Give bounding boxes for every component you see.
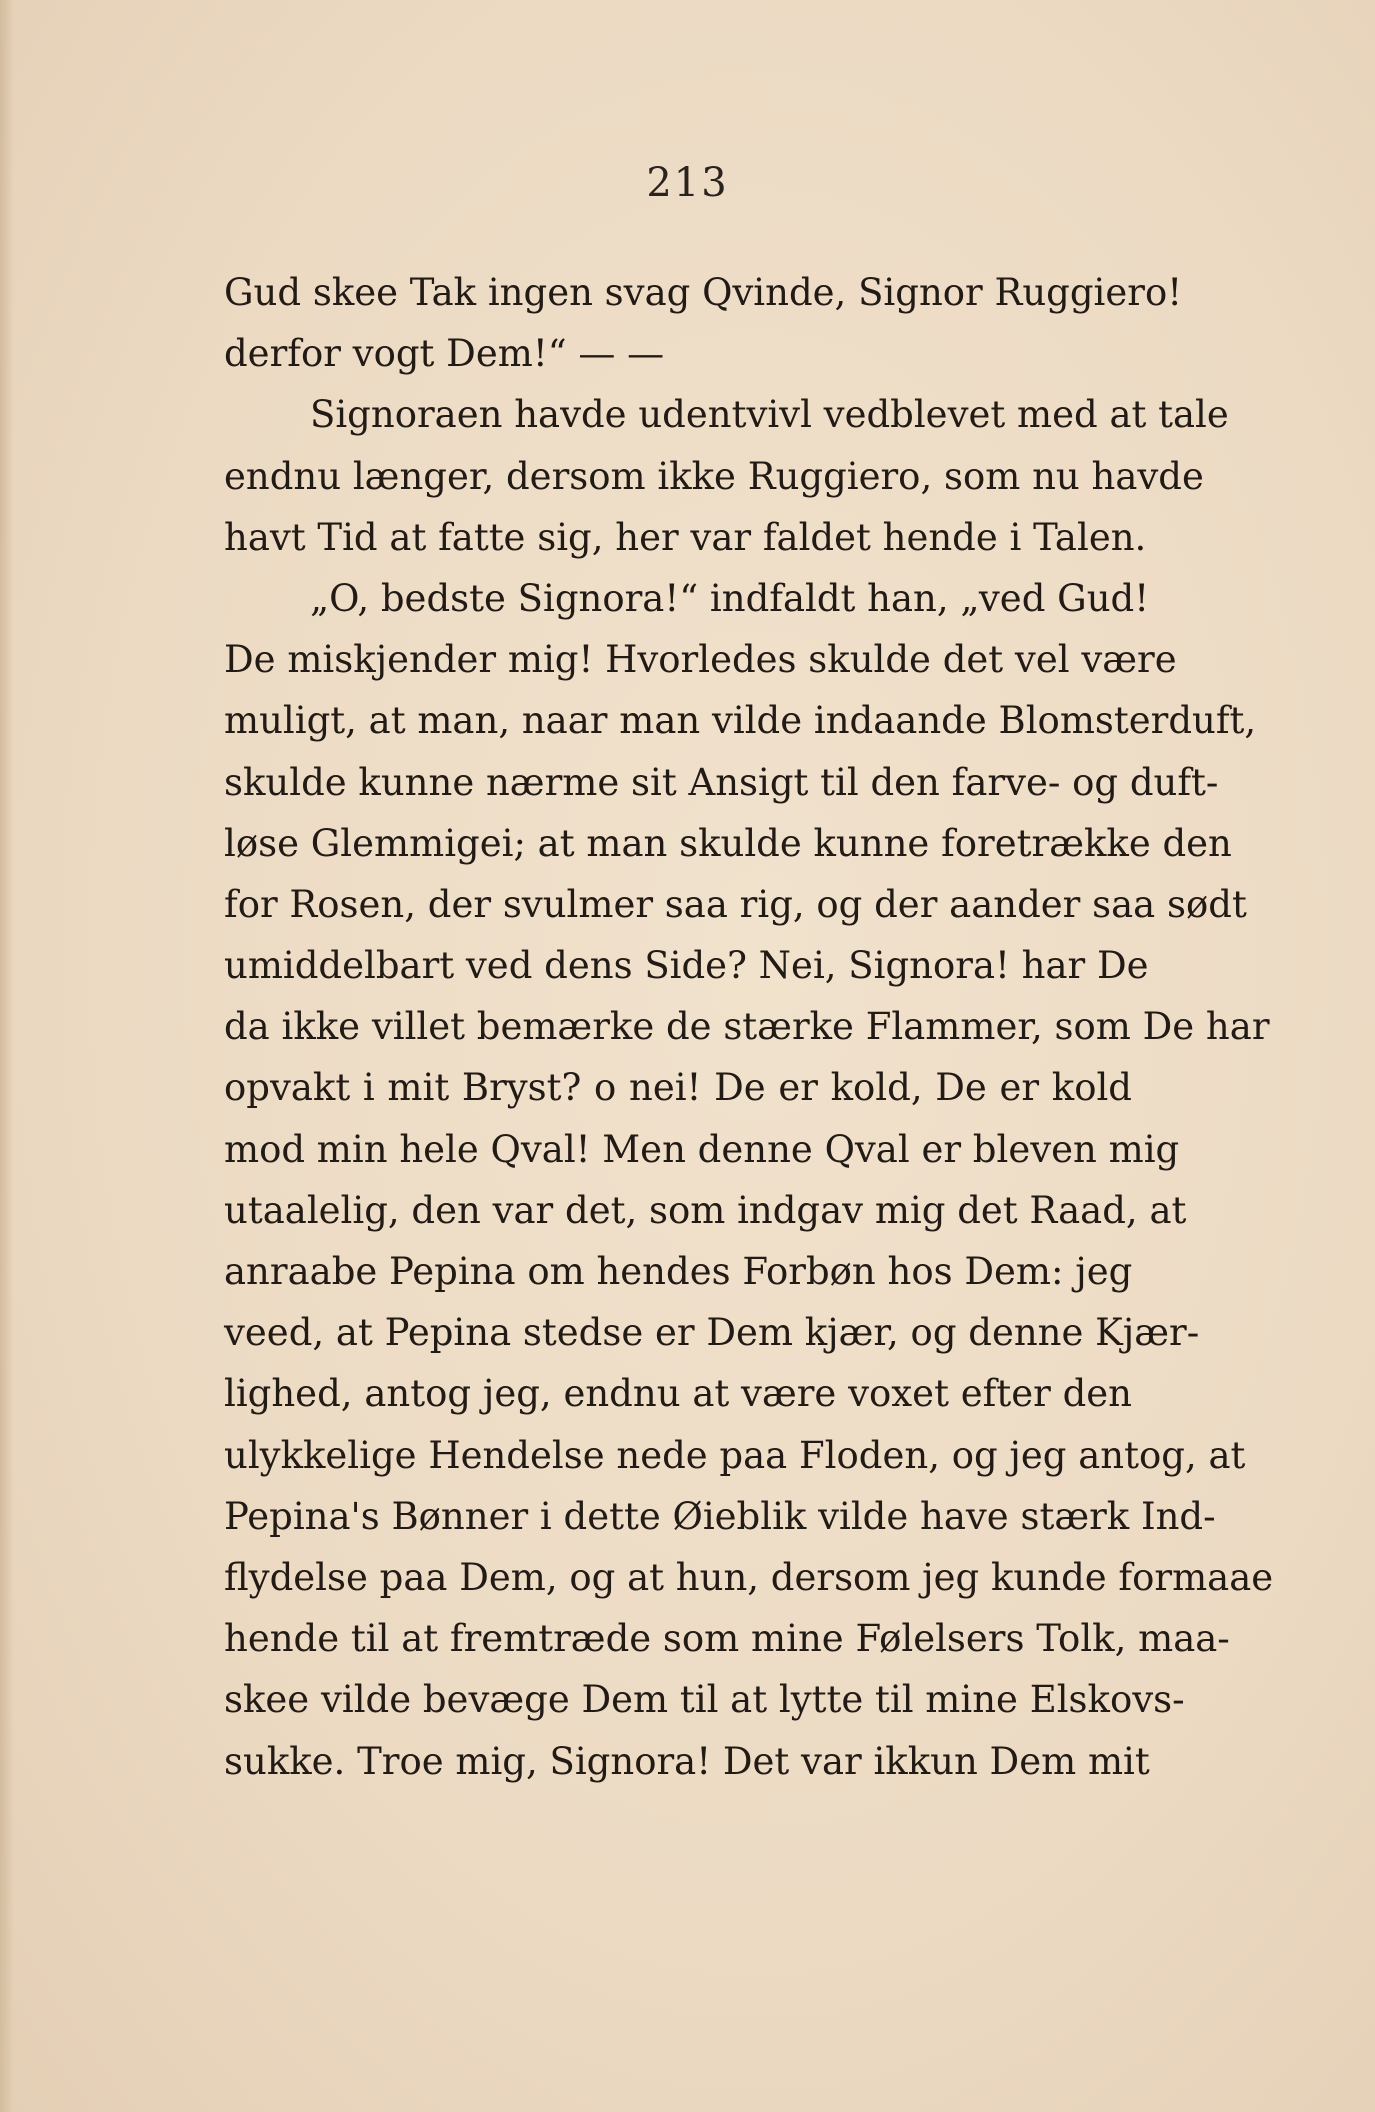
text-line: for Rosen, der svulmer saa rig, og der aander saa sødt bbox=[224, 882, 1247, 926]
text-line: veed, at Pepina stedse er Dem kjær, og denne Kjær- bbox=[224, 1311, 1200, 1355]
text-line: utaalelig, den var det, som indgav mig det Raad, at bbox=[224, 1188, 1187, 1232]
text-line: opvakt i mit Bryst? o nei! De er kold, De er kold bbox=[224, 1066, 1132, 1110]
text-line: skee vilde bevæge Dem til at lytte til mine Elskovs- bbox=[224, 1678, 1185, 1722]
paragraph-start-line: Signoraen havde udentvivl vedblevet med at tale bbox=[310, 393, 1229, 437]
text-line: løse Glemmigei; at man skulde kunne foretrække den bbox=[224, 821, 1232, 865]
text-line: havt Tid at fatte sig, her var faldet hende i Talen. bbox=[224, 515, 1147, 559]
text-line: endnu længer, dersom ikke Ruggiero, som nu havde bbox=[224, 454, 1204, 498]
text-line: Pepina's Bønner i dette Øieblik vilde have stærk Ind- bbox=[224, 1494, 1216, 1538]
text-line: hende til at fremtræde som mine Følelsers Tolk, maa- bbox=[224, 1617, 1230, 1661]
text-line: De miskjender mig! Hvorledes skulde det vel være bbox=[224, 638, 1177, 682]
body-text bbox=[224, 262, 1274, 1792]
page-spine-shadow bbox=[0, 0, 14, 2112]
text-line: Gud skee Tak ingen svag Qvinde, Signor Ruggiero! bbox=[224, 271, 1183, 314]
text-line: sukke. Troe mig, Signora! Det var ikkun Dem mit bbox=[224, 1739, 1150, 1783]
text-line: derfor vogt Dem!“ — — bbox=[224, 332, 665, 376]
text-line: da ikke villet bemærke de stærke Flammer, som De har bbox=[224, 1005, 1270, 1049]
text-line: lighed, antog jeg, endnu at være voxet efter den bbox=[224, 1372, 1132, 1416]
page-number: 213 bbox=[646, 160, 729, 206]
text-line: skulde kunne nærme sit Ansigt til den farve- og duft- bbox=[224, 760, 1219, 804]
text-line: ulykkelige Hendelse nede paa Floden, og jeg antog, at bbox=[224, 1433, 1246, 1477]
paragraph-start-line: „O, bedste Signora!“ indfaldt han, „ved Gud! bbox=[310, 576, 1150, 620]
text-line: flydelse paa Dem, og at hun, dersom jeg kunde formaae bbox=[224, 1555, 1274, 1599]
text-line: mod min hele Qval! Men denne Qval er bleven mig bbox=[224, 1127, 1180, 1171]
text-line: muligt, at man, naar man vilde indaande Blomsterduft, bbox=[224, 699, 1257, 743]
text-line: anraabe Pepina om hendes Forbøn hos Dem: jeg bbox=[224, 1250, 1133, 1293]
text-line: umiddelbart ved dens Side? Nei, Signora! har De bbox=[224, 944, 1149, 988]
